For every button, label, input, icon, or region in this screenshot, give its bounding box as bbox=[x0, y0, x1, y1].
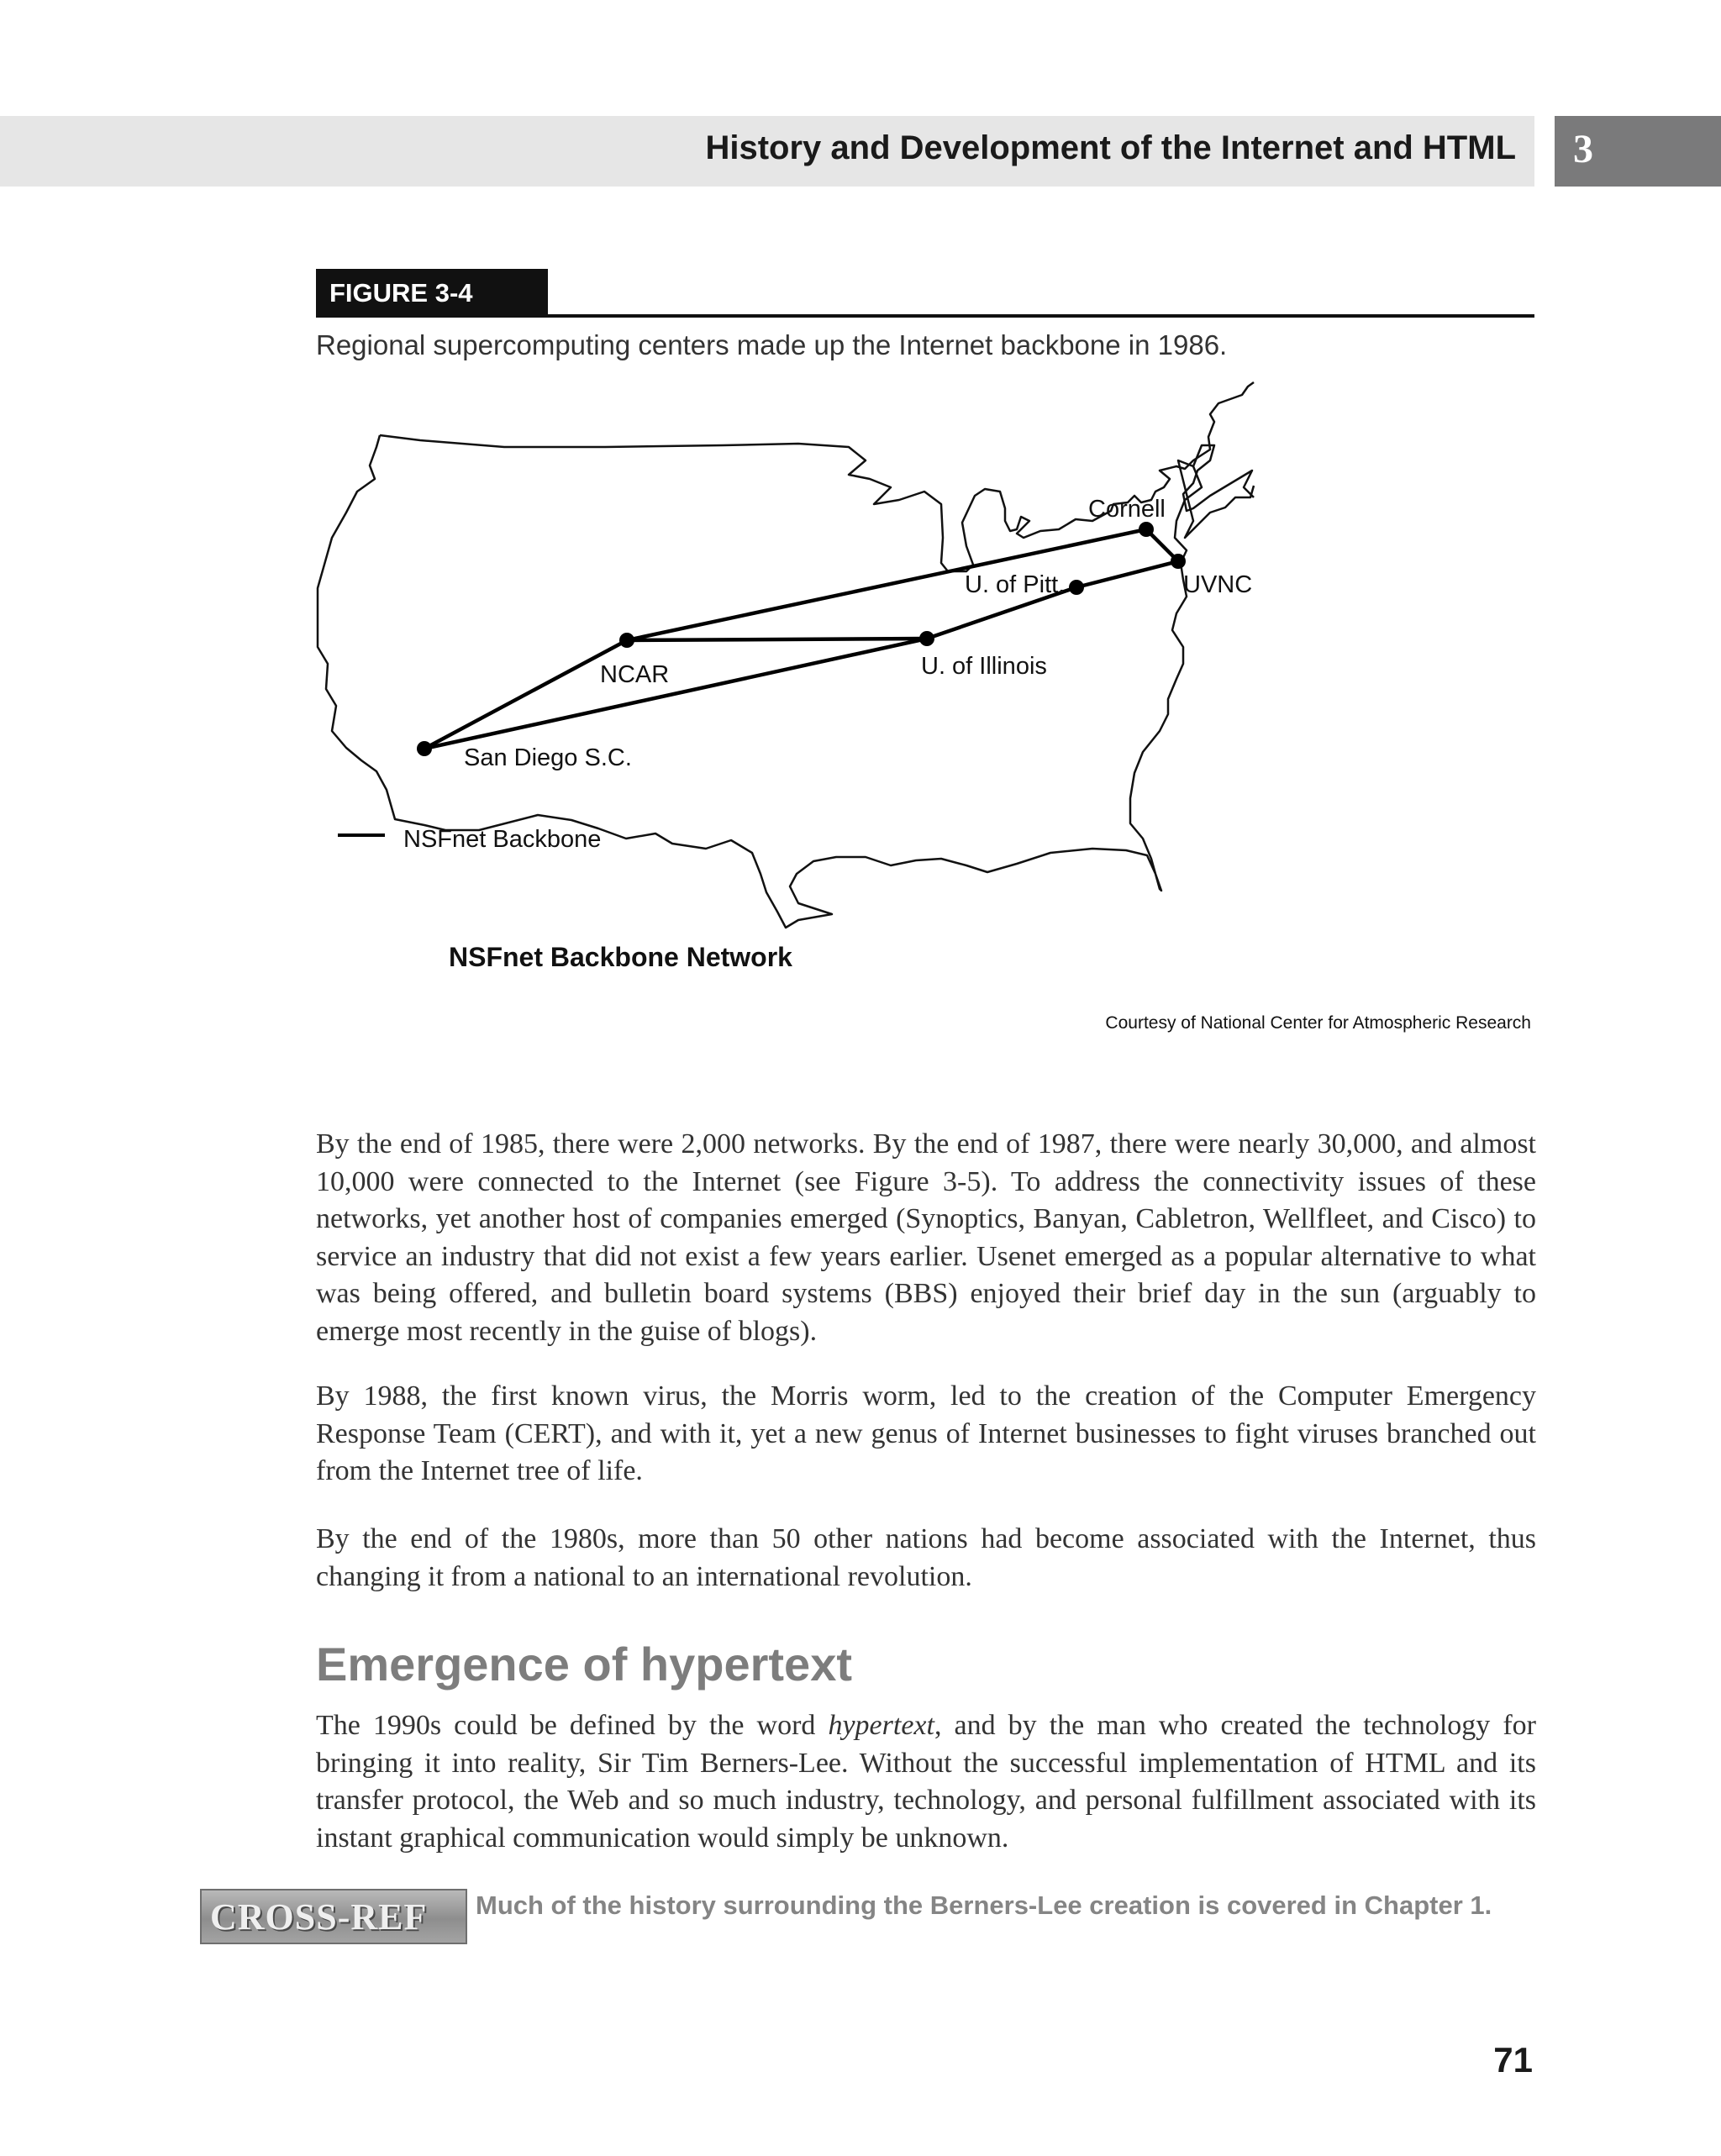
nsfnet-map bbox=[0, 0, 1721, 1059]
cross-ref-badge bbox=[200, 1889, 467, 1944]
label-pitt: U. of Pitt. bbox=[965, 571, 1066, 598]
legend-label: NSFnet Backbone bbox=[403, 826, 602, 853]
us-outline-northeast bbox=[1183, 445, 1254, 511]
node-sandiego-dot bbox=[417, 741, 432, 756]
node-uvnc-dot bbox=[1171, 554, 1186, 569]
figure-caption: Regional supercomputing centers made up the Internet backbone in 1986. bbox=[316, 329, 1228, 360]
link-ncar-cornell bbox=[627, 529, 1146, 640]
cross-ref-text: Much of the history surrounding the Berners-Lee creation is covered in Chapter 1. bbox=[476, 1890, 1492, 1920]
node-labels bbox=[464, 496, 1252, 771]
figure-label-text: FIGURE 3-4 bbox=[329, 278, 473, 308]
running-title: History and Development of the Internet and HTML bbox=[705, 129, 1516, 166]
node-ncar-dot bbox=[619, 633, 634, 648]
link-pitt-uvnc bbox=[1076, 561, 1178, 587]
cross-ref-badge-text: CROSS-REF bbox=[210, 1896, 428, 1938]
p4-before: The 1990s could be defined by the word bbox=[316, 1710, 829, 1741]
link-ncar-illinois bbox=[627, 639, 927, 640]
node-pitt-dot bbox=[1069, 580, 1084, 595]
map-credit: Courtesy of National Center for Atmospheric Research bbox=[1105, 1013, 1531, 1033]
chapter-number: 3 bbox=[1573, 127, 1593, 171]
label-illinois: U. of Illinois bbox=[921, 653, 1047, 680]
backbone-links bbox=[424, 529, 1178, 749]
map-title: NSFnet Backbone Network bbox=[449, 942, 792, 972]
paragraph-4 bbox=[316, 1707, 1536, 1857]
node-cornell-dot bbox=[1139, 522, 1154, 537]
label-sandiego: San Diego S.C. bbox=[464, 744, 632, 771]
us-outline-north bbox=[380, 382, 1254, 571]
label-uvnc: UVNC bbox=[1183, 571, 1253, 598]
p4-emphasis: hypertext bbox=[828, 1710, 934, 1741]
link-sandiego-ncar bbox=[424, 640, 627, 749]
paragraph-1: By the end of 1985, there were 2,000 networks. By the end of 1987, there were nearly 30,000, and almost 10,000 were connected to the Internet (see Figure 3-5). To address the connectivity issues of these networks, yet another host of companies emerged (Synoptics, Banyan, Cabletron, Wellfleet, and Cisco) to service an industry that did not exist a few years earlier. Usenet emerged as a popular alternative to what was being offered, and bulletin board systems (BBS) enjoyed their brief day in the sun (arguably to emerge most recently in the guise of blogs). bbox=[316, 1128, 1536, 1347]
section-heading: Emergence of hypertext bbox=[316, 1638, 852, 1691]
paragraph-2: By 1988, the first known virus, the Morris worm, led to the creation of the Computer Emergency Response Team (CERT), and with it, yet a new genus of Internet businesses to fight viruses branched out from the Internet tree of life. bbox=[316, 1380, 1536, 1486]
node-illinois-dot bbox=[919, 631, 934, 646]
paragraph-3: By the end of the 1980s, more than 50 other nations had become associated with the Internet, thus changing it from a national to an international revolution. bbox=[316, 1523, 1536, 1592]
p4-after: , and by the man who created the technology for bringing it into reality, Sir Tim Berners-Lee. Without the successful implementation of HTML and its transfer protocol, the Web and so much industry, technology, and personal fulfillment associated with its instant graphical communication would simply be unknown. bbox=[316, 1710, 1536, 1854]
link-sandiego-illinois bbox=[424, 639, 927, 749]
label-cornell: Cornell bbox=[1088, 496, 1166, 523]
page-number: 71 bbox=[1493, 2040, 1533, 2080]
label-ncar: NCAR bbox=[600, 661, 670, 688]
